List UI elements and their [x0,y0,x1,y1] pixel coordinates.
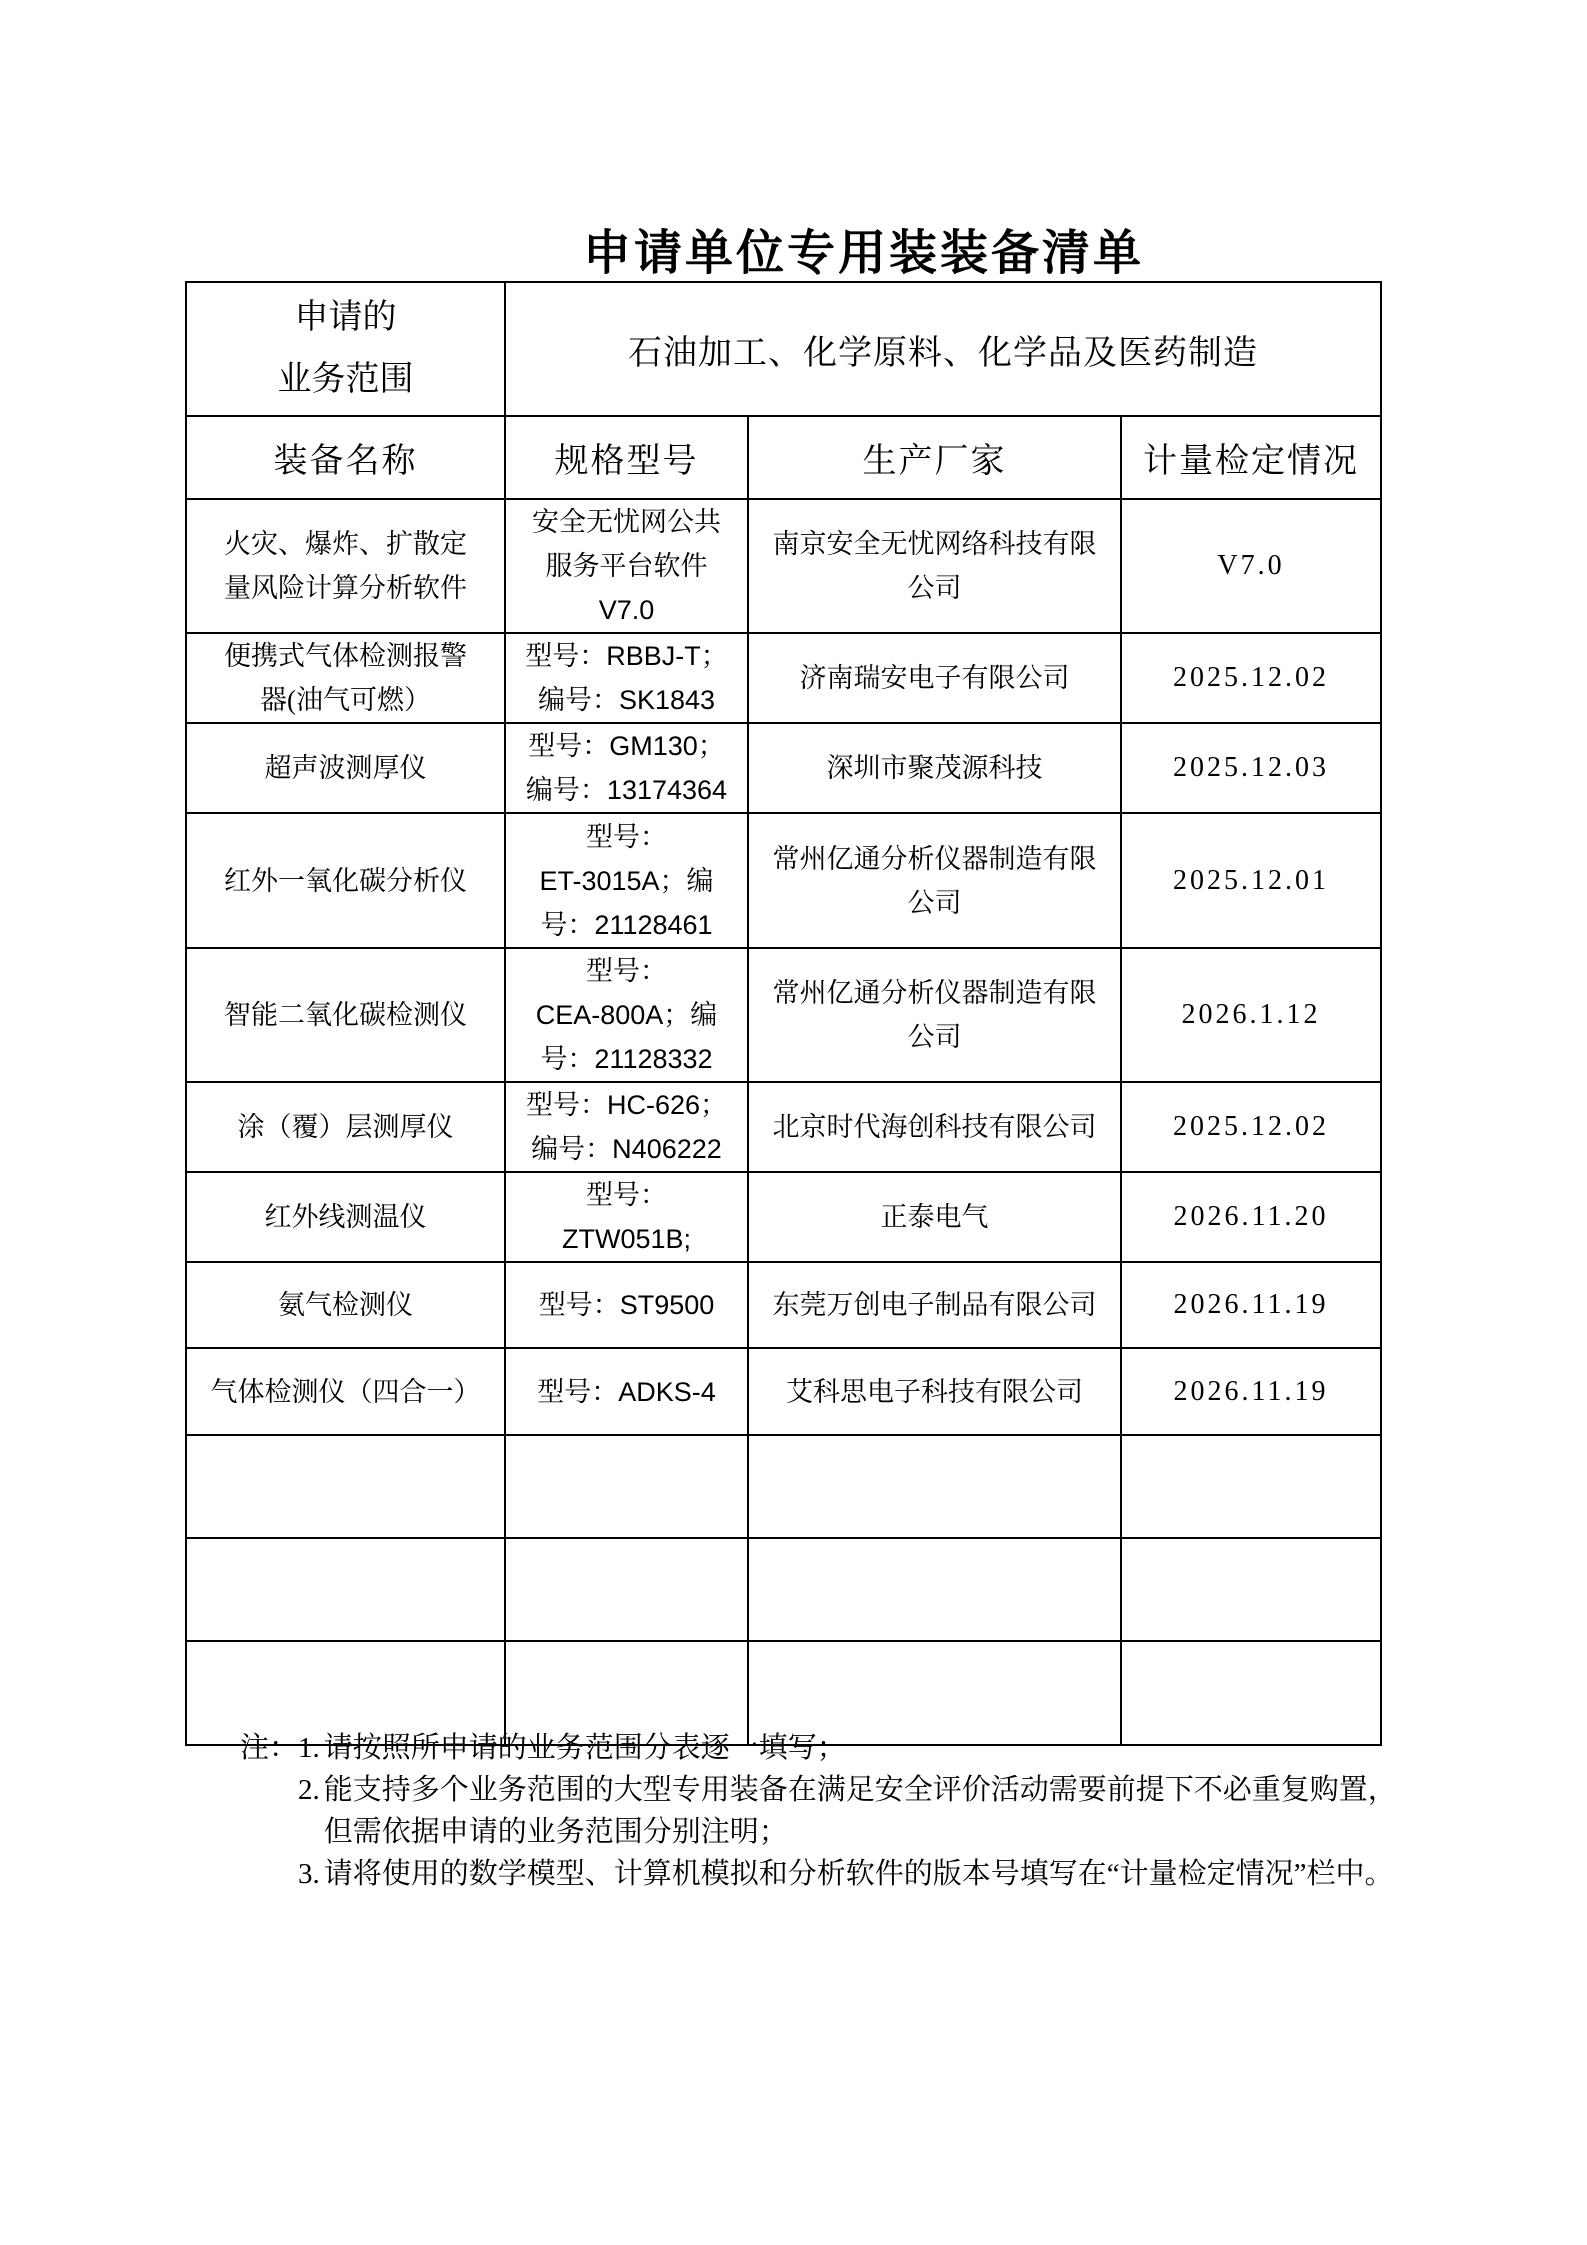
equipment-name-cell [186,1348,505,1435]
manufacturer-cell [748,1262,1121,1348]
spec-model-cell [505,1538,748,1641]
cell-line: 正泰电气 [880,1202,989,1232]
metrology-status-cell [1121,1538,1381,1641]
note-text-line: 能支持多个业务范围的大型专用装备在满足安全评价活动需要前提下不必重复购置， [323,1774,1397,1806]
manufacturer-cell [748,723,1121,813]
cell-line: 2026.11.19 [1173,1289,1329,1320]
cell-line: 氨气检测仪 [278,1290,413,1320]
equipment-name-cell [186,499,505,633]
note-text [324,1769,1520,1853]
table-header-row [186,416,1381,499]
note-text: 请将使用的数学模型、计算机模拟和分析软件的版本号填写在“计量检定情况”栏中。 [323,1858,1394,1890]
cell-line: 2025.12.03 [1173,752,1330,783]
metrology-status-cell [1121,723,1381,813]
cell-line: 2026.11.19 [1173,1375,1329,1407]
equipment-name-cell [186,723,505,813]
cell-line: 型号：HC-626； [525,1090,728,1120]
cell-line: ZTW051B; [561,1224,692,1254]
cell-line: 公司 [907,887,962,918]
spec-model-cell [505,948,748,1082]
cell-line: 便携式气体检测报警 [224,641,467,671]
cell-line: 编号：SK1843 [537,685,716,715]
note-text-line: 但需依据申请的业务范围分别注明； [323,1816,788,1848]
cell-line: 公司 [907,1022,962,1052]
cell-line: 2025.12.01 [1173,864,1330,896]
cell-line: 北京时代海创科技有限公司 [772,1112,1097,1142]
footnotes [240,1727,1520,1895]
column-header-equipment-name: 装备名称 [186,416,505,499]
table-row [186,723,1381,813]
metrology-status-cell [1121,813,1381,948]
note-number: 2. [298,1774,320,1806]
cell-line: 型号： [586,956,667,986]
cell-line: 器(油气可燃） [260,685,431,715]
table-row [186,1348,1381,1435]
cell-line: 常州亿通分析仪器制造有限 [772,978,1097,1008]
note-number: 3. [298,1858,320,1890]
metrology-status-cell [1121,499,1381,633]
metrology-status-cell [1121,1348,1381,1435]
cell-line: 南京安全无忧网络科技有限 [772,529,1097,559]
note-line [298,1769,1520,1853]
table-row [186,1172,1381,1262]
spec-model-cell [505,1172,748,1262]
spec-model-cell [505,1262,748,1348]
cell-line: 型号：GM130； [528,731,725,761]
metrology-status-cell [1121,633,1381,723]
cell-line: 型号：ADKS-4 [537,1376,716,1407]
spec-model-cell [505,1348,748,1435]
metrology-status-cell [1121,1082,1381,1172]
business-scope-row [186,282,1381,416]
manufacturer-cell [748,948,1121,1082]
cell-line: ET-3015A；编 [539,865,714,896]
cell-line: 安全无忧网公共 [532,507,721,537]
equipment-name-cell [186,633,505,723]
equipment-name-cell [186,1082,505,1172]
manufacturer-cell [748,1435,1121,1538]
table-row [186,813,1381,948]
note-number: 1. [298,1732,320,1764]
cell-line: 编号：N406222 [531,1134,722,1164]
cell-line: 红外线测温仪 [264,1202,427,1232]
cell-line: 2026.1.12 [1181,999,1321,1030]
spec-model-cell [505,1435,748,1538]
note-prefix: 注： [240,1732,299,1764]
manufacturer-cell [748,1538,1121,1641]
business-scope-label [186,282,505,416]
column-header-metrology-status: 计量检定情况 [1121,416,1381,499]
equipment-name-cell [186,1435,505,1538]
cell-line: 涂（覆）层测厚仪 [237,1112,454,1142]
business-scope-value: 石油加工、化学原料、化学品及医药制造 [505,282,1381,416]
cell-line: V7.0 [1217,550,1285,581]
equipment-name-cell [186,813,505,948]
cell-line: 火灾、爆炸、扩散定 [224,529,467,559]
cell-line: 气体检测仪（四合一） [210,1376,481,1407]
cell-line: 东莞万创电子制品有限公司 [772,1290,1097,1320]
cell-line: 型号： [586,1180,667,1210]
spec-model-cell [505,813,748,948]
manufacturer-cell [748,1172,1121,1262]
spec-model-cell [505,1082,748,1172]
business-scope-label-line: 申请的 [294,299,397,336]
cell-line: 2026.11.20 [1173,1201,1329,1232]
metrology-status-cell [1121,948,1381,1082]
cell-line: 超声波测厚仪 [264,753,427,783]
cell-line: 公司 [907,573,962,603]
note-text: 请按照所申请的业务范围分表逐一填写； [323,1732,846,1764]
cell-line: 型号：ST9500 [538,1290,715,1320]
cell-line: V7.0 [598,595,655,625]
spec-model-cell [505,499,748,633]
note-line [240,1727,1520,1769]
table-row [186,1262,1381,1348]
table-row [186,948,1381,1082]
table-row [186,499,1381,633]
metrology-status-cell [1121,1262,1381,1348]
cell-line: 量风险计算分析软件 [224,573,467,603]
equipment-table [185,281,1382,1746]
cell-line: 红外一氧化碳分析仪 [224,865,467,896]
manufacturer-cell [748,633,1121,723]
cell-line: CEA-800A；编 [535,1000,718,1030]
business-scope-label-line: 业务范围 [277,361,414,398]
table-row [186,1538,1381,1641]
cell-line: 型号：RBBJ-T； [525,641,728,671]
equipment-name-cell [186,948,505,1082]
cell-line: 深圳市聚茂源科技 [826,753,1043,783]
equipment-name-cell [186,1172,505,1262]
spec-model-cell [505,723,748,813]
cell-line: 号：21128461 [540,909,713,940]
manufacturer-cell [748,1348,1121,1435]
page-title: 申请单位专用装装备清单 [583,227,1145,280]
cell-line: 编号：13174364 [525,775,728,805]
cell-line: 常州亿通分析仪器制造有限 [772,843,1097,874]
note-line [298,1853,1520,1895]
table-row [186,633,1381,723]
metrology-status-cell [1121,1435,1381,1538]
cell-line: 艾科思电子科技有限公司 [786,1376,1083,1407]
table-row [186,1435,1381,1538]
column-header-manufacturer: 生产厂家 [748,416,1121,499]
manufacturer-cell [748,1082,1121,1172]
table-row [186,1082,1381,1172]
equipment-name-cell [186,1538,505,1641]
equipment-name-cell [186,1262,505,1348]
equipment-rows [186,499,1381,1745]
spec-model-cell [505,633,748,723]
column-header-spec-model: 规格型号 [505,416,748,499]
cell-line: 号：21128332 [540,1044,713,1074]
manufacturer-cell [748,499,1121,633]
cell-line: 型号： [586,821,667,852]
cell-line: 服务平台软件 [545,551,708,581]
metrology-status-cell [1121,1172,1381,1262]
cell-line: 2025.12.02 [1173,662,1330,693]
cell-line: 2025.12.02 [1173,1111,1330,1142]
manufacturer-cell [748,813,1121,948]
cell-line: 智能二氧化碳检测仪 [224,1000,467,1030]
cell-line: 济南瑞安电子有限公司 [799,663,1070,693]
